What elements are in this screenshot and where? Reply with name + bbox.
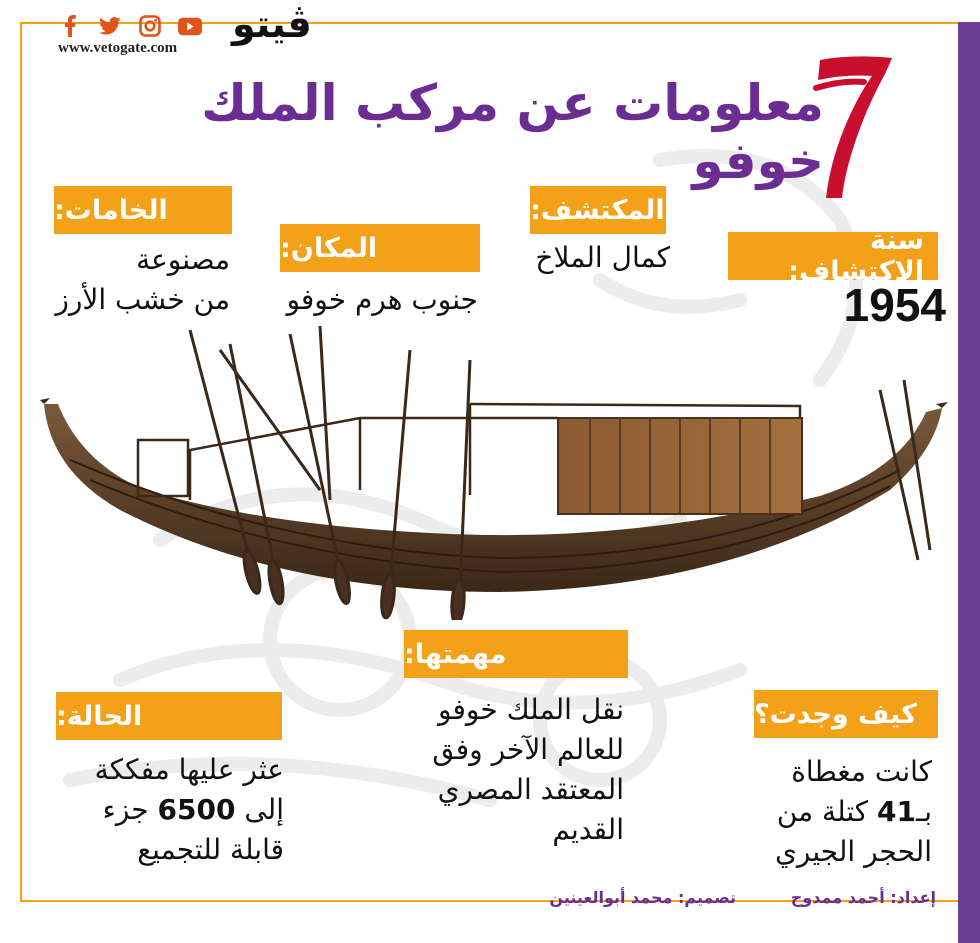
youtube-icon[interactable]: [178, 14, 202, 38]
website-url[interactable]: www.vetogate.com: [58, 40, 178, 56]
number-seven-graphic: [812, 52, 898, 202]
credits-design-label: تصميم:: [678, 888, 736, 907]
condition-line-2: [30, 790, 284, 830]
condition-line-2-suffix: جزء: [102, 793, 149, 826]
label-discovery-year: سنة الاكتشاف:: [728, 232, 938, 280]
social-icons-bar: [58, 14, 202, 38]
mission-line-4: القديم: [552, 813, 624, 846]
credits-prepared: [760, 888, 936, 907]
condition-line-3: قابلة للتجميع: [137, 833, 284, 866]
credits-prepared-label: إعداد:: [890, 888, 936, 907]
how-found-line-1: كانت مغطاة: [791, 755, 932, 788]
value-discoverer: كمال الملاخ: [535, 241, 670, 274]
how-found-blocks-count: 41: [877, 795, 916, 828]
facebook-icon[interactable]: [58, 14, 82, 38]
mission-line-1: نقل الملك خوفو: [438, 693, 624, 726]
label-condition: الحالة:: [56, 692, 282, 740]
how-found-line-2-prefix: بـ: [916, 795, 932, 828]
condition-parts-count: 6500: [157, 793, 236, 826]
label-materials: الخامات:: [54, 186, 232, 234]
value-how-found: [700, 752, 932, 872]
credits-design-name: محمد أبوالعينين: [549, 888, 673, 907]
twitter-icon[interactable]: [98, 14, 122, 38]
vetogate-logo[interactable]: [232, 2, 312, 46]
mission-line-3: المعتقد المصري: [437, 773, 624, 806]
khufu-boat-image: [30, 320, 950, 620]
label-how-found: كيف وجدت؟: [754, 690, 938, 738]
credits-design: [520, 888, 736, 907]
value-materials: [30, 240, 230, 320]
value-location: جنوب هرم خوفو: [286, 283, 478, 316]
frame-left-line: [20, 22, 22, 902]
value-discovery-year: 1954: [843, 279, 946, 331]
label-discoverer: المكتشف:: [530, 186, 666, 234]
materials-line-1: مصنوعة: [136, 243, 230, 276]
purple-side-bar: [958, 22, 980, 943]
how-found-line-3: الحجر الجيري: [774, 835, 932, 868]
label-mission: مهمتها:: [404, 630, 628, 678]
condition-line-2-prefix: إلى: [244, 793, 284, 826]
value-mission: [360, 690, 624, 850]
page-title: معلومات عن مركب الملك خوفو: [201, 74, 824, 190]
value-condition: [30, 750, 284, 870]
label-location: المكان:: [280, 224, 480, 272]
instagram-icon[interactable]: [138, 14, 162, 38]
how-found-line-2: [700, 792, 932, 832]
mission-line-2: للعالم الآخر وفق: [432, 733, 624, 766]
materials-line-2: من خشب الأرز: [55, 283, 230, 316]
how-found-line-2-suffix: كتلة من: [776, 795, 869, 828]
credits-prepared-name: أحمد ممدوح: [790, 888, 885, 907]
condition-line-1: عثر عليها مفككة: [94, 753, 284, 786]
logo-text: ڤيتو: [232, 2, 312, 46]
